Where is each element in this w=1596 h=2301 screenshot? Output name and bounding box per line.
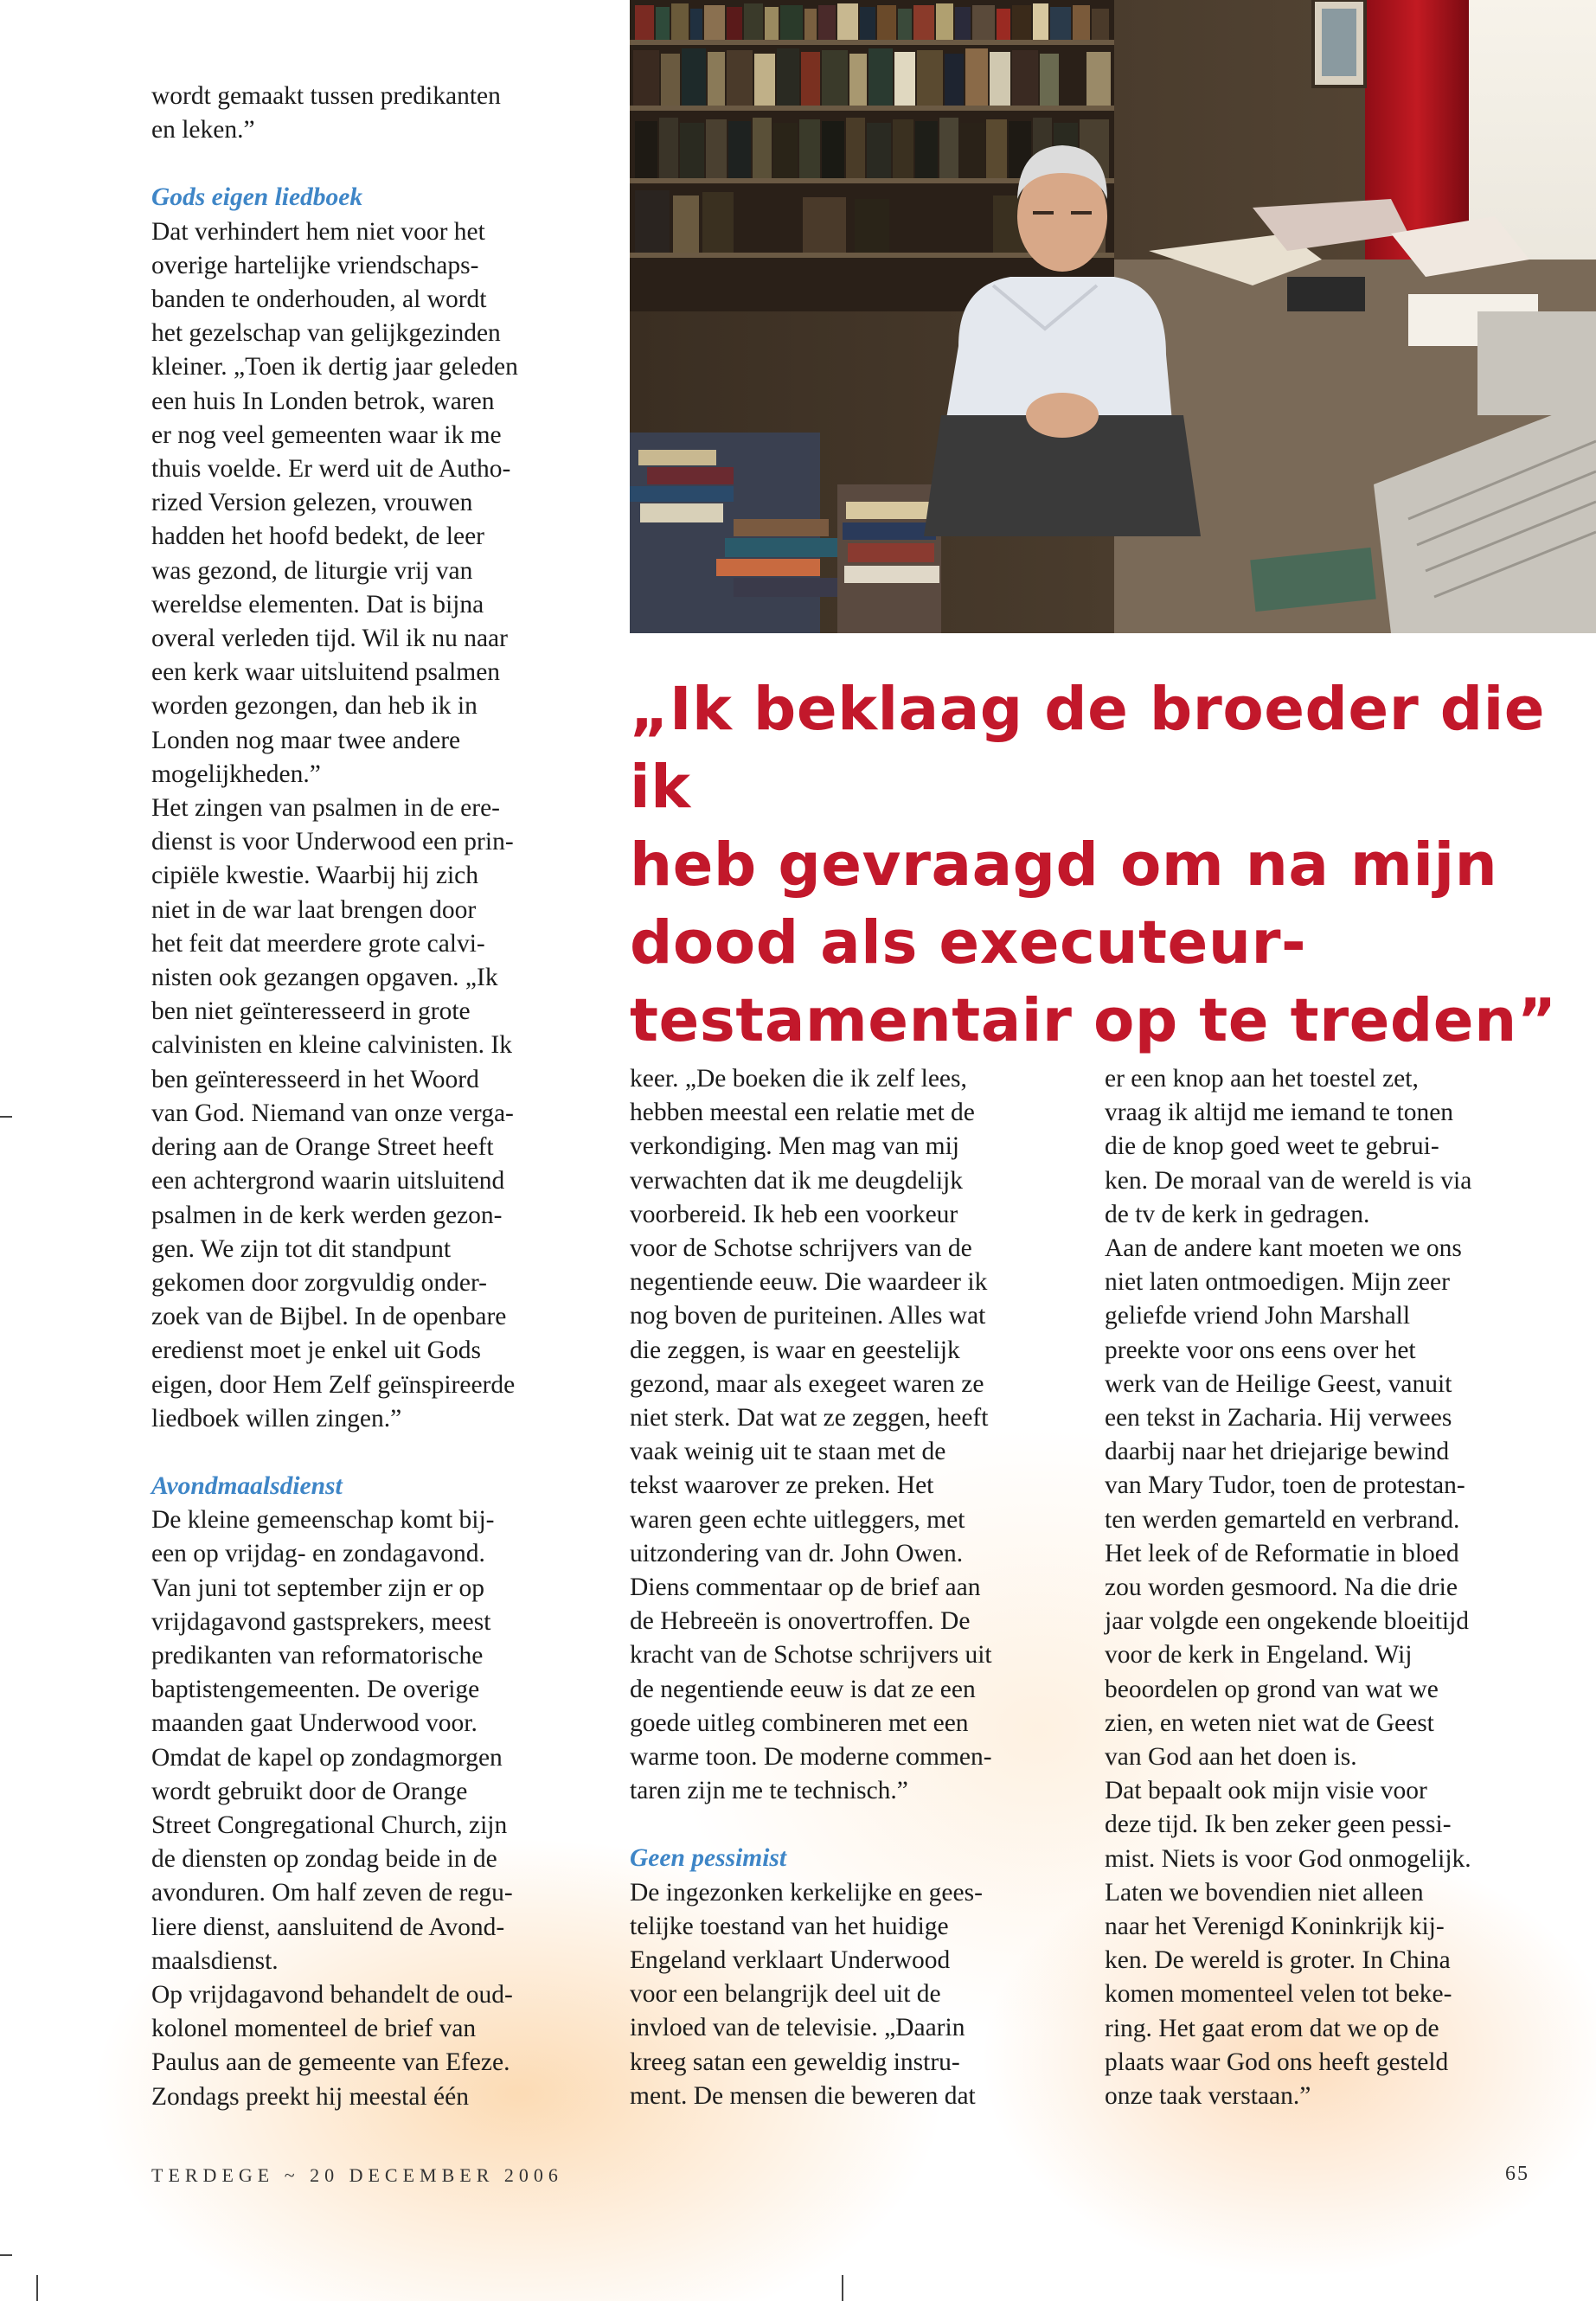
text-line: Londen nog maar twee andere xyxy=(151,726,461,754)
text-line: die de knop goed weet te gebrui- xyxy=(1105,1132,1439,1161)
text-line: niet sterk. Dat wat ze zeggen, heeft xyxy=(630,1404,989,1433)
text-line: Aan de andere kant moeten we ons xyxy=(1105,1234,1462,1263)
text-line: negentiende eeuw. Die waardeer ik xyxy=(630,1268,988,1297)
text-line: een op vrijdag- en zondagavond. xyxy=(151,1540,485,1568)
text-line: predikanten van reformatorische xyxy=(151,1641,484,1670)
text-line: er een knop aan het toestel zet, xyxy=(1105,1065,1419,1093)
text-line: Op vrijdagavond behandelt de oud- xyxy=(151,1980,513,2009)
text-line: een achtergrond waarin uitsluitend xyxy=(151,1167,505,1195)
text-line: Omdat de kapel op zondagmorgen xyxy=(151,1743,503,1772)
text-line: van Mary Tudor, toen de protestan- xyxy=(1105,1471,1465,1500)
text-line: de Hebreeën is onovertroffen. De xyxy=(630,1607,971,1636)
text-line: van God aan het doen is. xyxy=(1105,1743,1357,1772)
text-line: die zeggen, is waar en geestelijk xyxy=(630,1336,960,1364)
text-line: „Ik beklaag de broeder die ik xyxy=(630,675,1546,822)
text-line: voor een belangrijk deel uit de xyxy=(630,1980,941,2009)
text-line: psalmen in de kerk werden gezon- xyxy=(151,1201,503,1229)
text-line: wereldse elementen. Dat is bijna xyxy=(151,590,484,619)
text-line: ten werden gemarteld en verbrand. xyxy=(1105,1505,1460,1534)
text-line: mogelijkheden.” xyxy=(151,760,321,788)
text-line: van God. Niemand van onze verga- xyxy=(151,1099,514,1127)
text-line: Diens commentaar op de brief aan xyxy=(630,1574,981,1602)
text-line: ken. De moraal van de wereld is via xyxy=(1105,1166,1472,1195)
text-line: een kerk waar uitsluitend psalmen xyxy=(151,658,501,687)
text-line: kleiner. „Toen ik dertig jaar geleden xyxy=(151,353,518,381)
text-line: plaats waar God ons heeft gesteld xyxy=(1105,2048,1449,2076)
text-line: Dat verhindert hem niet voor het xyxy=(151,217,485,246)
text-line: liere dienst, aansluitend de Avond- xyxy=(151,1913,505,1941)
text-line: zien, en weten niet wat de Geest xyxy=(1105,1708,1434,1737)
portrait-photo xyxy=(630,0,1596,633)
text-line: ring. Het gaat erom dat we op de xyxy=(1105,2014,1439,2042)
study-room-photo xyxy=(630,0,1596,633)
text-line: zou worden gesmoord. Na die drie xyxy=(1105,1574,1458,1602)
section-2-lines xyxy=(630,1876,1062,2113)
text-line: gezond, maar als exegeet waren ze xyxy=(630,1369,984,1398)
text-line: De kleine gemeenschap komt bij- xyxy=(151,1506,495,1535)
text-line: een huis In Londen betrok, waren xyxy=(151,387,495,415)
text-line: ben geïnteresseerd in het Woord xyxy=(151,1065,479,1093)
text-line: hebben meestal een relatie met de xyxy=(630,1099,975,1127)
text-line: Het leek of de Reformatie in bloed xyxy=(1105,1539,1459,1567)
text-line: goede uitleg combineren met een xyxy=(630,1708,969,1737)
text-line: invloed van de televisie. „Daarin xyxy=(630,2014,965,2042)
text-line: dood als executeur- xyxy=(630,908,1307,977)
text-line: kolonel momenteel de brief van xyxy=(151,2015,477,2043)
article-column-1 xyxy=(151,80,584,2114)
text-line: banden te onderhouden, al wordt xyxy=(151,285,487,314)
article-column-3 xyxy=(1105,1062,1554,2113)
text-line: maanden gaat Underwood voor. xyxy=(151,1709,478,1738)
subheading-geen-pessimist: Geen pessimist xyxy=(630,1844,787,1873)
text-line: komen momenteel velen tot beke- xyxy=(1105,1980,1452,2009)
text-line: hadden het hoofd bedekt, de leer xyxy=(151,522,484,551)
text-line: er nog veel gemeenten waar ik me xyxy=(151,420,502,449)
text-line: waren geen echte uitleggers, met xyxy=(630,1505,965,1534)
text-line: niet laten ontmoedigen. Mijn zeer xyxy=(1105,1268,1450,1297)
text-line: naar het Verenigd Koninkrijk kij- xyxy=(1105,1913,1445,1941)
text-line: rized Version gelezen, vrouwen xyxy=(151,489,473,517)
section-1-lines xyxy=(151,215,584,1436)
text-line: Laten we bovendien niet alleen xyxy=(1105,1878,1424,1907)
text-line: worden gezongen, dan heb ik in xyxy=(151,692,478,721)
text-line: geliefde vriend John Marshall xyxy=(1105,1302,1411,1330)
text-line: baptistengemeenten. De overige xyxy=(151,1676,480,1704)
text-line: Van juni tot september zijn er op xyxy=(151,1574,485,1602)
text-line: Paulus aan de gemeente van Efeze. xyxy=(151,2048,510,2077)
text-line: Dat bepaalt ook mijn visie voor xyxy=(1105,1777,1427,1805)
text-line: cipiële kwestie. Waarbij hij zich xyxy=(151,862,478,890)
text-line: de negentiende eeuw is dat ze een xyxy=(630,1675,976,1703)
text-line: jaar volgde een ongekende bloeitijd xyxy=(1105,1607,1470,1636)
text-line: deze tijd. Ik ben zeker geen pessi- xyxy=(1105,1811,1452,1839)
intro-lines xyxy=(151,80,584,147)
section-1-lines xyxy=(630,1062,1062,1808)
text-line: vaak weinig uit te staan met de xyxy=(630,1438,946,1466)
text-line: thuis voelde. Er werd uit de Autho- xyxy=(151,455,511,484)
text-line: verwachten dat ik me deugdelijk xyxy=(630,1166,963,1195)
text-line: Engeland verklaart Underwood xyxy=(630,1946,951,1975)
text-line: Het zingen van psalmen in de ere- xyxy=(151,794,501,823)
text-line: een tekst in Zacharia. Hij verwees xyxy=(1105,1404,1452,1433)
text-line: gen. We zijn tot dit standpunt xyxy=(151,1234,452,1263)
text-line: het gezelschap van gelijkgezinden xyxy=(151,319,501,348)
text-line: gekomen door zorgvuldig onder- xyxy=(151,1268,488,1297)
text-line: daarbij naar het driejarige bewind xyxy=(1105,1438,1450,1466)
text-line: zoek van de Bijbel. In de openbare xyxy=(151,1303,507,1331)
text-line: vrijdagavond gastsprekers, meest xyxy=(151,1607,491,1636)
text-line: ken. De wereld is groter. In China xyxy=(1105,1946,1451,1975)
text-line: telijke toestand van het huidige xyxy=(630,1912,949,1940)
text-line: mist. Niets is voor God onmogelijk. xyxy=(1105,1844,1471,1873)
text-line: verkondiging. Men mag van mij xyxy=(630,1132,959,1161)
text-line: wordt gebruikt door de Orange xyxy=(151,1777,468,1805)
text-line: kracht van de Schotse schrijvers uit xyxy=(630,1641,992,1670)
page-number: 65 xyxy=(1505,2163,1529,2185)
text-line: maalsdienst. xyxy=(151,1946,279,1975)
text-line: liedboek willen zingen.” xyxy=(151,1404,402,1433)
text-line: de tv de kerk in gedragen. xyxy=(1105,1200,1370,1228)
text-line: werk van de Heilige Geest, vanuit xyxy=(1105,1369,1452,1398)
text-line: ment. De mensen die beweren dat xyxy=(630,2081,976,2110)
publication-footer: TERDEGE ~ 20 DECEMBER 2006 xyxy=(151,2164,563,2186)
text-line: eigen, door Hem Zelf geïnspireerde xyxy=(151,1370,516,1399)
text-line: testamentair op te treden” xyxy=(630,986,1557,1055)
text-line: voor de Schotse schrijvers van de xyxy=(630,1234,972,1263)
text-line: De ingezonken kerkelijke en gees- xyxy=(630,1878,983,1907)
text-line: dienst is voor Underwood een prin- xyxy=(151,828,514,856)
text-line: avonduren. Om half zeven de regu- xyxy=(151,1879,513,1907)
subheading-gods-eigen-liedboek: Gods eigen liedboek xyxy=(151,183,363,212)
text-line: voorbereid. Ik heb een voorkeur xyxy=(630,1200,958,1228)
text-line: eredienst moet je enkel uit Gods xyxy=(151,1336,481,1365)
text-line: dering aan de Orange Street heeft xyxy=(151,1133,494,1162)
text-line: Street Congregational Church, zijn xyxy=(151,1811,508,1839)
subheading-avondmaalsdienst: Avondmaalsdienst xyxy=(151,1471,343,1500)
text-line: was gezond, de liturgie vrij van xyxy=(151,556,473,585)
crop-mark-bottom-left xyxy=(0,2254,12,2256)
text-line: uitzondering van dr. John Owen. xyxy=(630,1539,964,1567)
text-line: preekte voor ons eens over het xyxy=(1105,1336,1416,1364)
crop-mark-bottom-2 xyxy=(842,2275,843,2301)
text-line: het feit dat meerdere grote calvi- xyxy=(151,929,485,958)
text-line: nisten ook gezangen opgaven. „Ik xyxy=(151,964,498,992)
text-line: de diensten op zondag beide in de xyxy=(151,1845,497,1874)
text-line: overige hartelijke vriendschaps- xyxy=(151,251,479,279)
section-2-lines xyxy=(151,1503,584,2114)
text-line: voor de kerk in Engeland. Wij xyxy=(1105,1641,1413,1670)
text-line: beoordelen op grond van wat we xyxy=(1105,1675,1439,1703)
crop-mark-left xyxy=(0,1116,12,1118)
text-line: niet in de war laat brengen door xyxy=(151,895,477,924)
text-line: onze taak verstaan.” xyxy=(1105,2082,1311,2111)
text-line: tekst waarover ze preken. Het xyxy=(630,1471,934,1500)
text-line: overal verleden tijd. Wil ik nu naar xyxy=(151,625,508,653)
text-line: warme toon. De moderne commen- xyxy=(630,1743,992,1772)
article-column-2 xyxy=(630,1062,1062,2113)
text-line: ben niet geïnteresseerd in grote xyxy=(151,997,471,1026)
text-line: kreeg satan een geweldig instru- xyxy=(630,2048,960,2076)
text-line: heb gevraagd om na mijn xyxy=(630,830,1498,900)
text-line: Zondags preekt hij meestal één xyxy=(151,2082,469,2111)
text-line: calvinisten en kleine calvinisten. Ik xyxy=(151,1031,512,1060)
column-3-lines xyxy=(1105,1062,1554,2113)
text-line: nog boven de puriteinen. Alles wat xyxy=(630,1302,986,1330)
text-line: keer. „De boeken die ik zelf lees, xyxy=(630,1065,967,1093)
text-line: vraag ik altijd me iemand te tonen xyxy=(1105,1099,1454,1127)
text-line: taren zijn me te technisch.” xyxy=(630,1777,908,1805)
crop-mark-bottom-1 xyxy=(36,2275,38,2301)
pull-quote xyxy=(630,670,1564,1060)
desk-with-papers xyxy=(1114,199,1596,633)
text-line: wordt gemaakt tussen predikanten xyxy=(151,82,501,110)
text-line: en leken.” xyxy=(151,116,255,144)
